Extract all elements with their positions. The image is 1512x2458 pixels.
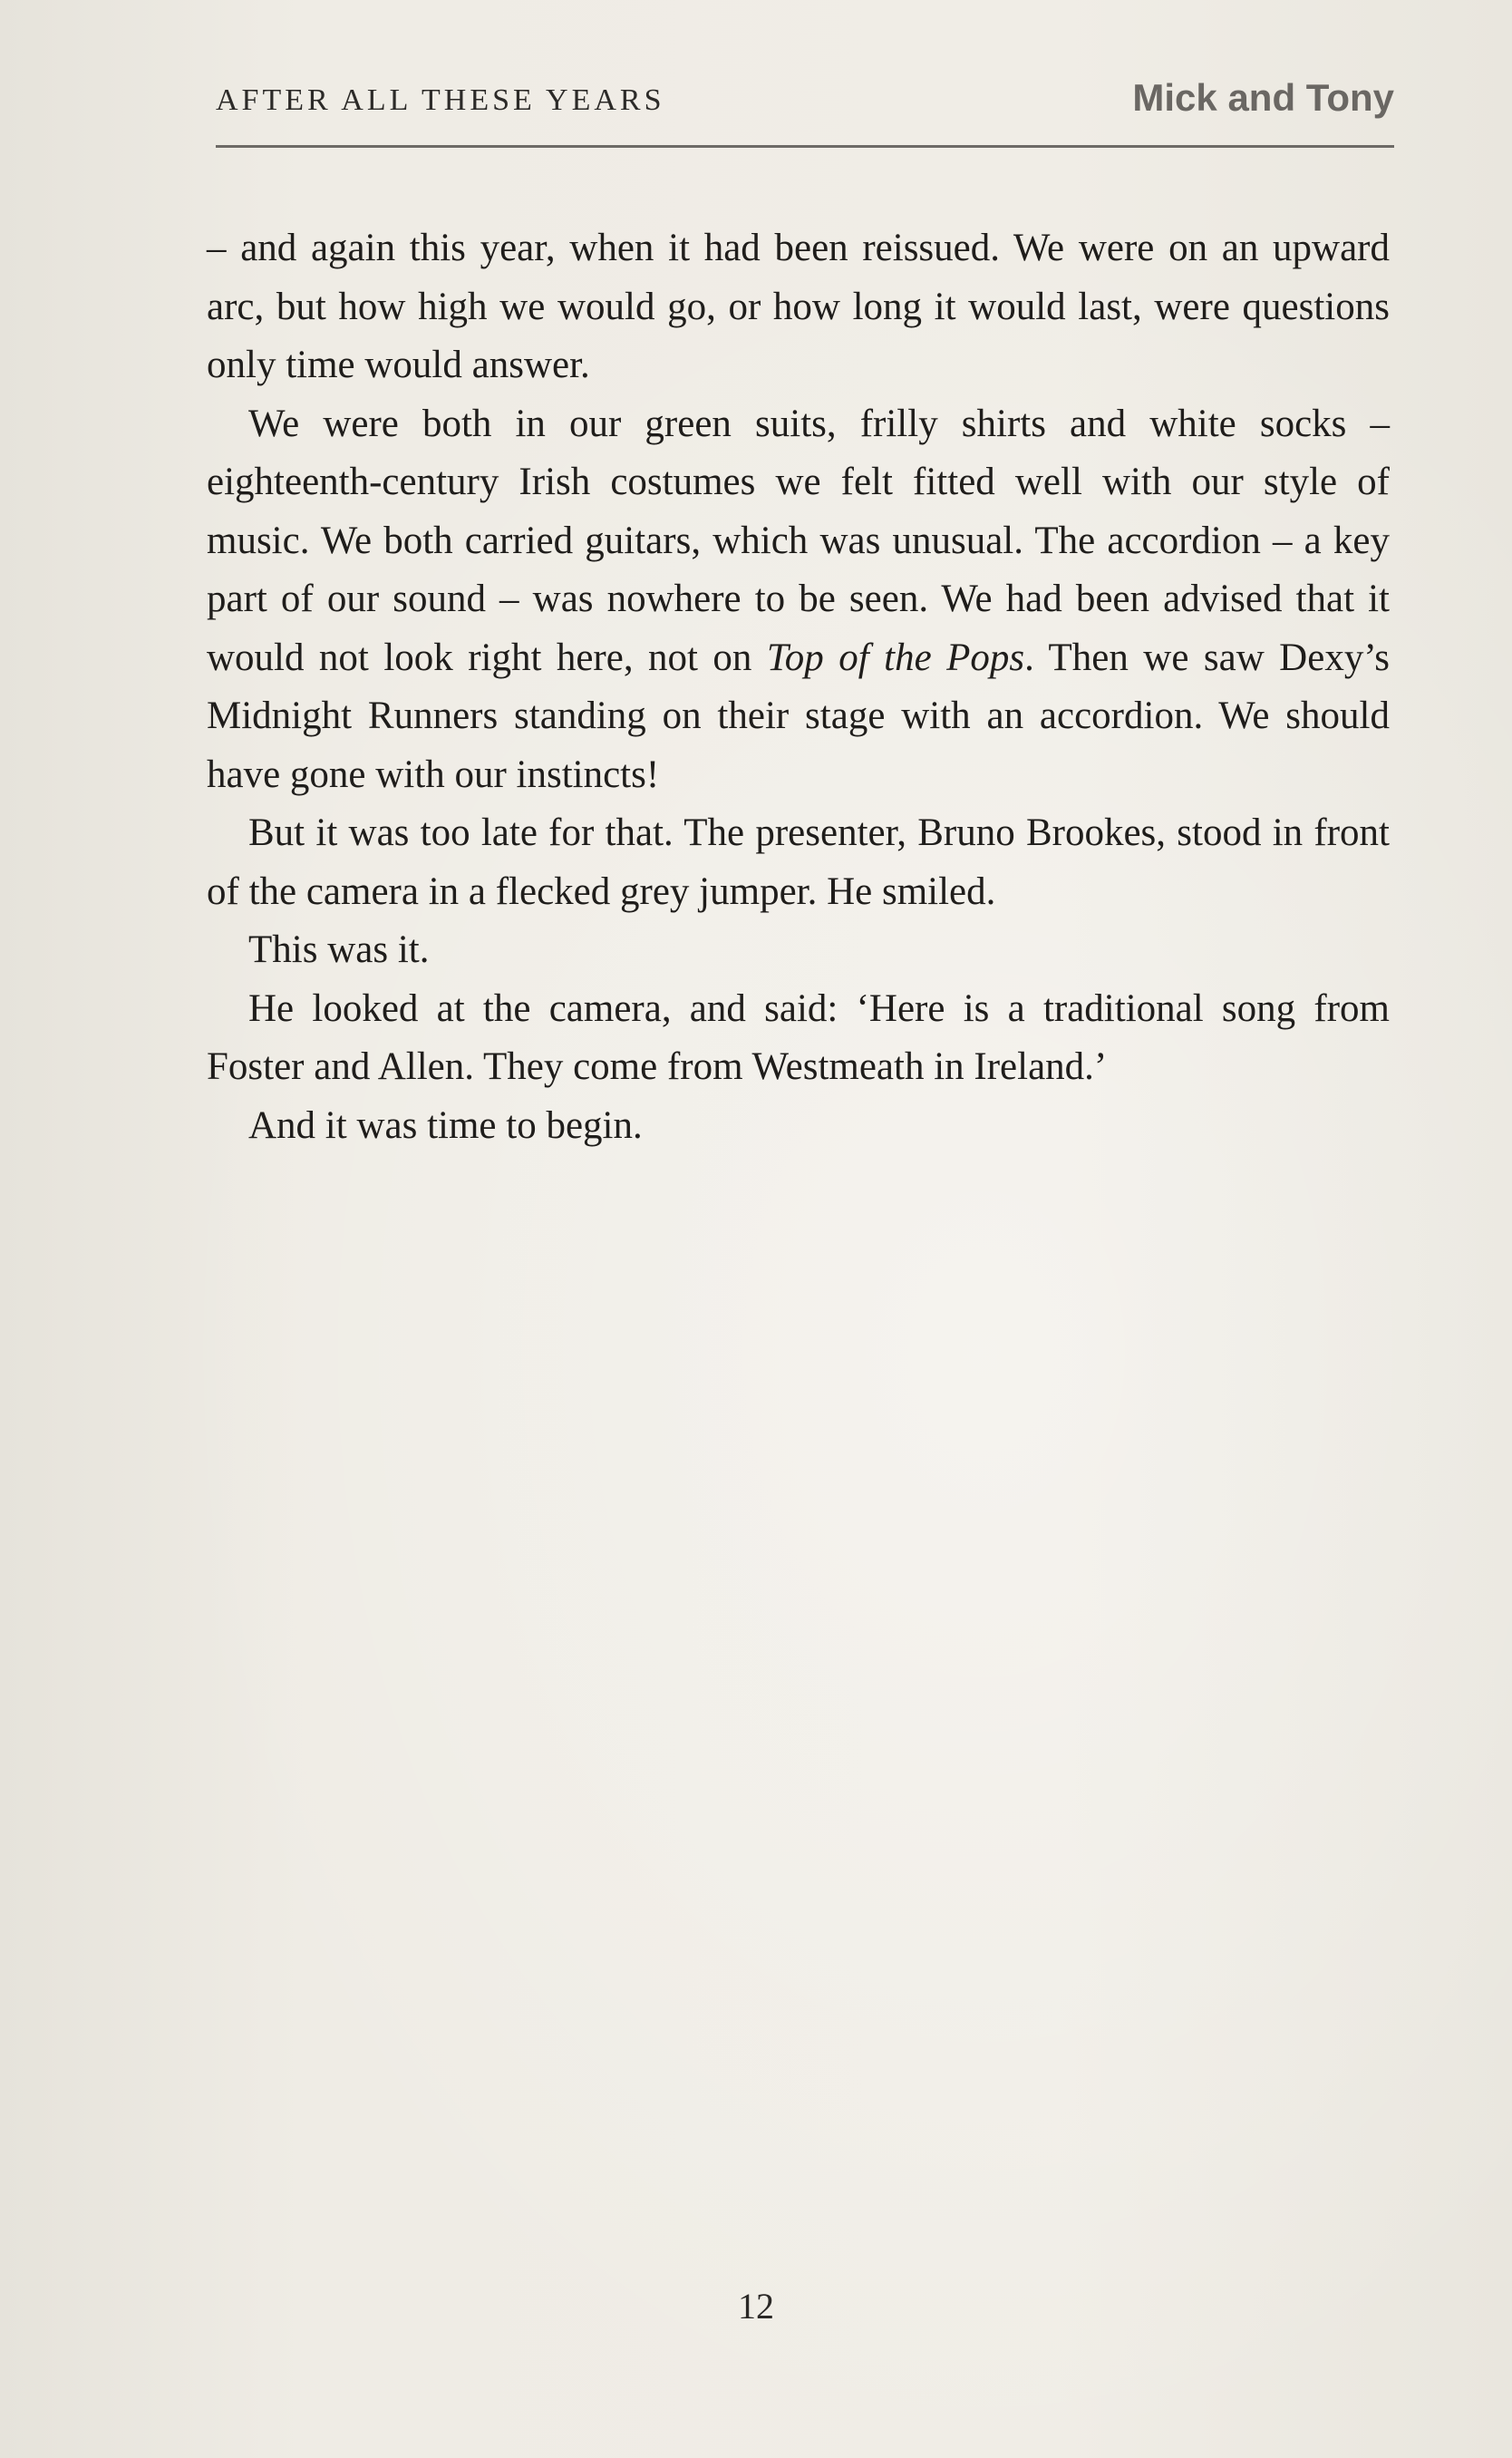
chapter-title: Mick and Tony xyxy=(1132,76,1394,119)
page-number: 12 xyxy=(738,2286,774,2327)
paragraph: But it was too late for that. The presenter, Bruno Brookes, stood in front of the camera in a flecked grey jumper. He smiled. xyxy=(207,811,1390,913)
paragraph: He looked at the camera, and said: ‘Here is a traditional song from Foster and Allen. They come from Westmeath in Ireland.’ xyxy=(207,986,1390,1088)
paragraph: – and again this year, when it had been reissued. We were on an upward arc, but how high we would go, or how long it would last, were questions only time would answer. xyxy=(207,227,1390,386)
body-text xyxy=(207,219,1390,1155)
paragraph: We were both in our green suits, frilly shirts and white socks – eighteenth-century Irish costumes we felt fitted well with our style of music. We both carried guitars, which was unusual. The accordion – a key part of our sound – was nowhere to be seen. We had been advised that it would not look right here, not on Top of the Pops. Then we saw Dexy’s Midnight Runners standing on their stage with an accordion. We should have gone with our instincts! xyxy=(207,402,1391,796)
italic-title: Top of the Pops xyxy=(766,636,1025,679)
paragraph: And it was time to begin. xyxy=(248,1103,643,1147)
book-title: AFTER ALL THESE YEARS xyxy=(216,83,665,117)
paragraph: This was it. xyxy=(248,928,430,971)
running-header xyxy=(216,74,1394,148)
